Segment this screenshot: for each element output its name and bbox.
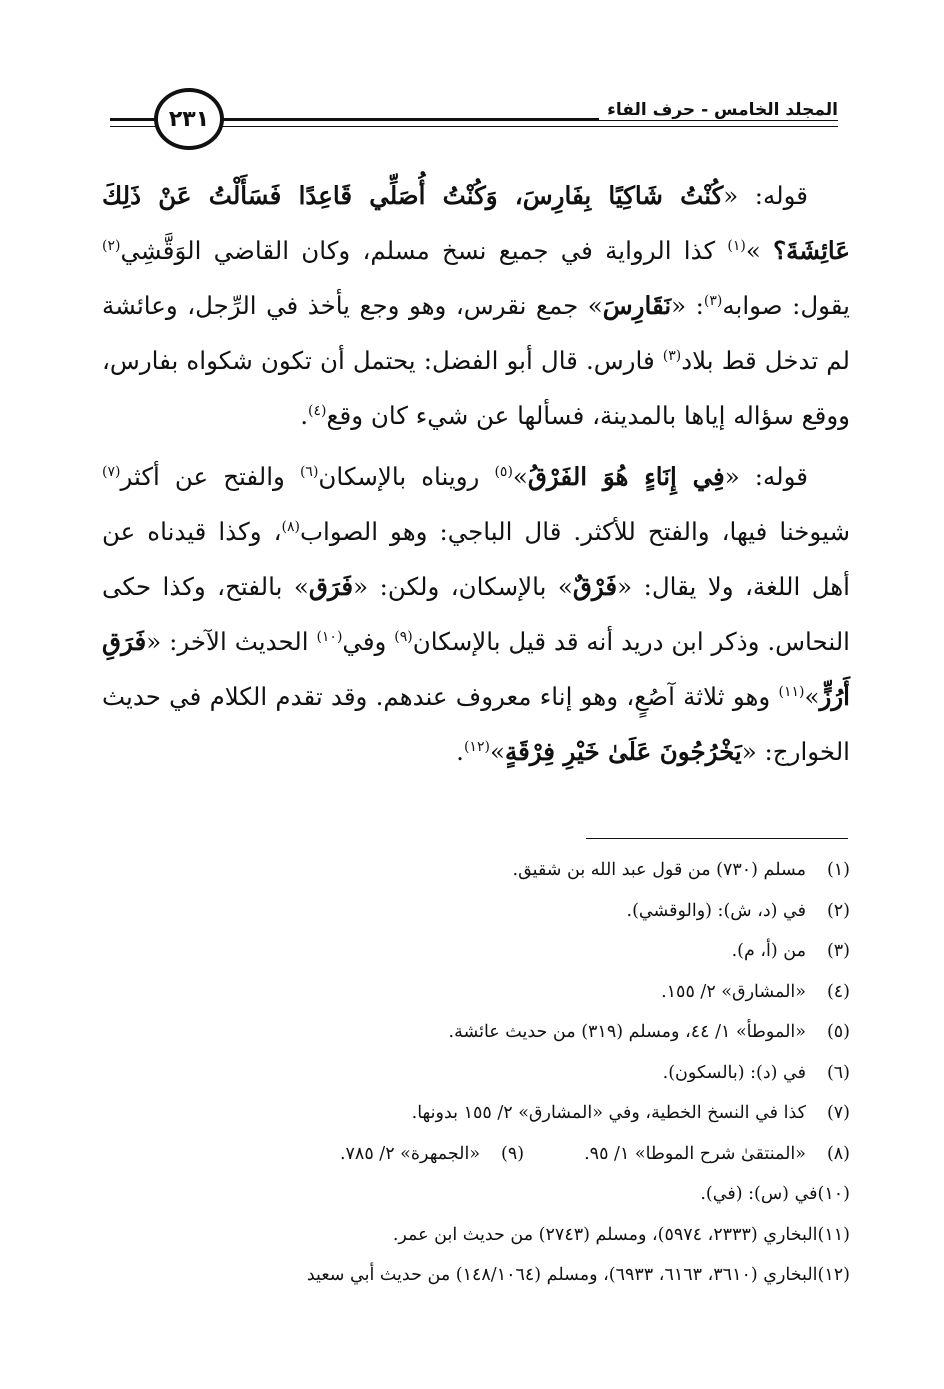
footnote-number: (٦) (826, 1062, 850, 1083)
text-span: » (489, 737, 505, 766)
quoted-word: نَقَارِسَ (602, 291, 672, 320)
quoted-hadith: فِي إِنَاءٍ هُوَ الفَرْقُ (527, 462, 725, 491)
text-span: : « (671, 291, 704, 320)
text-span: » (512, 462, 528, 491)
text-span: » (745, 236, 774, 265)
text-span: » جمع نقرس، وهو وجع يأخذ في الرِّجل، وعائشة لم تدخل قط بلاد (102, 291, 851, 375)
footnote-item (100, 1174, 850, 1215)
footnote-ref[interactable]: (١٢) (463, 738, 490, 755)
running-title: المجلد الخامس - حرف الفاء (599, 100, 838, 120)
footnote-number: (١٠) (817, 1184, 850, 1204)
text-span: وهو ثلاثة آصُعٍ، وهو إناء معروف عندهم. وقد تقدم الكلام في حديث الخوارج: « (102, 682, 850, 766)
header-rule-bottom (210, 126, 838, 127)
text-span: فارس. قال أبو الفضل: يحتمل أن تكون شكواه بفارس، ووقع سؤاله إياها بالمدينة، فسألها عن شيء كان وقع (102, 346, 850, 430)
footnote-item (100, 891, 850, 932)
text-span: الحديث الآخر: « (146, 627, 317, 656)
footnote-item (100, 1134, 850, 1175)
footnote-item (100, 1215, 850, 1256)
footnotes (100, 850, 850, 1296)
footnote-separator (586, 838, 848, 839)
footnote-item (100, 850, 850, 891)
text-span: قوله: « (723, 181, 808, 210)
page-number-badge (154, 88, 224, 150)
footnote-text: في (د): (بالسكون). (662, 1062, 806, 1083)
footnote-text: «المشارق» ٢/ ١٥٥. (661, 981, 806, 1002)
footnote-ref[interactable]: (٤) (308, 402, 327, 419)
footnote-item (100, 972, 850, 1013)
footnote-ref[interactable]: (٣) (662, 347, 682, 364)
text-span: والفتح عن أكثر (120, 462, 300, 491)
footnote-text: في (س): (في). (700, 1184, 818, 1204)
footnote-ref[interactable]: (١) (727, 237, 746, 254)
text-span: » (804, 682, 820, 711)
footnote-number: (٥) (826, 1022, 850, 1042)
text-span: » بالفتح، وكذا حكى النحاس. وذكر ابن دريد أنه قد قيل بالإسكان (102, 572, 850, 656)
quoted-word: فَرْقٌ (572, 572, 618, 601)
footnote-ref[interactable]: (٨) (281, 518, 300, 535)
page-header (110, 88, 838, 158)
text-span: كذا الرواية في جميع نسخ مسلم، وكان القاضي الوَقَّشِي (120, 236, 728, 265)
header-rule-left-top (110, 118, 156, 121)
footnote-text: «الموطأ» ١/ ٤٤، ومسلم (٣١٩) من حديث عائشة. (448, 1022, 806, 1042)
footnote-text: من (أ، م). (731, 941, 806, 961)
footnote-item (100, 1012, 850, 1053)
footnote-item (100, 1093, 850, 1134)
quoted-word: فَرَق (308, 572, 354, 601)
footnote-number: (١٢) (817, 1265, 850, 1285)
footnote-number: (٤) (826, 981, 850, 1002)
footnote-number: (٢) (826, 900, 850, 921)
footnote-text: البخاري (٢٣٣٣، ٥٩٧٤)، ومسلم (٢٧٤٣) من حديث ابن عمر. (392, 1224, 818, 1245)
text-span: شيوخنا فيها، والفتح للأكثر. قال الباجي: وهو الصواب (299, 517, 850, 546)
footnote-ref[interactable]: (٧) (102, 463, 121, 480)
text-span: . (456, 737, 464, 766)
text-span: ، وكذا قيدناه عن أهل اللغة، ولا يقال: « (102, 517, 850, 601)
text-span: قوله: « (724, 462, 808, 491)
footnote-number: (١١) (817, 1224, 850, 1245)
paragraph-2 (102, 449, 850, 779)
footnote-number: (٨) (826, 1143, 850, 1164)
footnote-text: في (د، ش): (والوقشي). (626, 900, 806, 921)
text-span: » بالإسكان، ولكن: « (353, 572, 573, 601)
footnote-gap (524, 1134, 584, 1175)
text-span: رويناه بالإسكان (318, 462, 495, 491)
main-text (102, 168, 850, 785)
quoted-hadith: يَخْرُجُونَ عَلَىٰ خَيْرِ فِرْقَةٍ (504, 737, 742, 766)
footnote-item (100, 931, 850, 972)
header-rule-left-bottom (110, 126, 156, 127)
footnote-number: (٣) (826, 941, 850, 961)
footnote-item (100, 1255, 850, 1296)
text-span: . (300, 401, 309, 430)
footnote-text: «الجمهرة» ٢/ ٧٨٥. (339, 1143, 481, 1164)
footnote-ref[interactable]: (١٠) (316, 628, 343, 645)
quoted-hadith: كُنْتُ شَاكِيًا بِفَارِسَ، وَكُنْتُ أُصَلِّي قَاعِدًا فَسَأَلْتُ عَنْ ذَلِكَ عَائِشَةَ؟ (102, 181, 850, 265)
footnote-item (100, 1053, 850, 1094)
footnote-ref[interactable]: (٦) (299, 463, 319, 480)
quoted-hadith: فَرَقِ أَرُزٍّ (102, 627, 850, 711)
paragraph-1 (102, 168, 850, 443)
footnote-ref[interactable]: (٥) (494, 463, 513, 480)
footnote-text: البخاري (٣٦١٠، ٦١٦٣، ٦٩٣٣)، ومسلم (١٤٨/١٠٦٤) من حديث أبي سعيد (306, 1265, 818, 1285)
footnote-text: مسلم (٧٣٠) من قول عبد الله بن شقيق. (512, 860, 806, 880)
footnote-number: (٧) (826, 1103, 850, 1123)
footnote-text: «المنتقىٰ شرح الموطا» ١/ ٩٥. (584, 1143, 806, 1164)
text-span: وفي (342, 627, 395, 656)
footnote-number: (١) (826, 860, 850, 880)
footnote-ref[interactable]: (٩) (394, 628, 413, 645)
page-number: ٢٣١ (168, 106, 210, 132)
footnote-ref[interactable]: (١١) (778, 683, 805, 700)
footnote-ref[interactable]: (٣) (703, 292, 723, 309)
text-span: يقول: صوابه (722, 291, 850, 320)
footnote-text: كذا في النسخ الخطية، وفي «المشارق» ٢/ ١٥٥ بدونها. (411, 1103, 806, 1123)
footnote-number: (٩) (501, 1143, 525, 1164)
footnote-ref[interactable]: (٢) (102, 237, 121, 254)
